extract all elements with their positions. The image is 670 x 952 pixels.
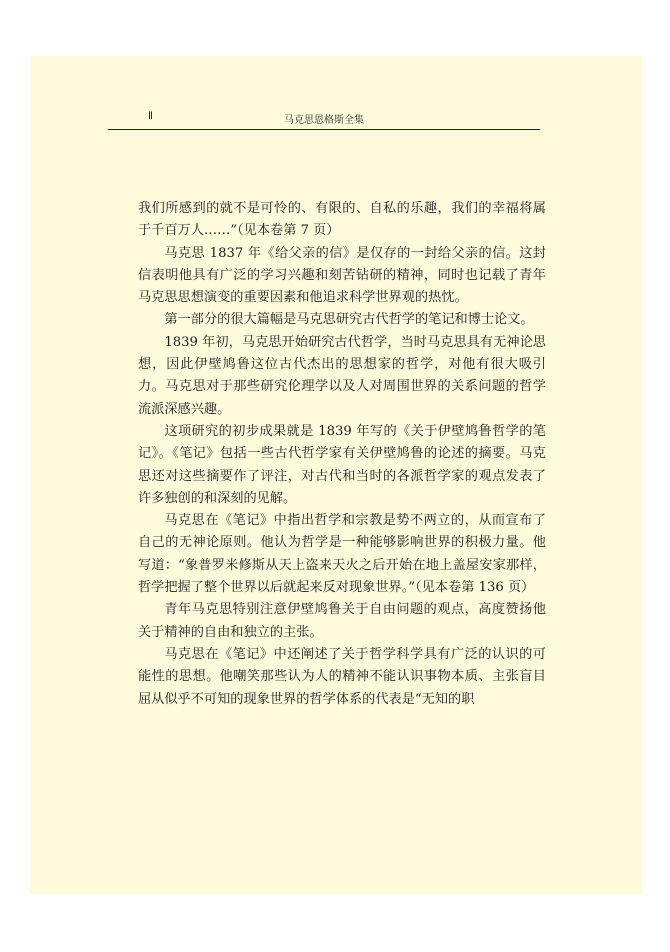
paragraph: 青年马克思特别注意伊壁鸠鲁关于自由问题的观点，高度赞扬他关于精神的自由和独立的主张。 [138, 602, 546, 640]
page-number: Ⅱ [148, 111, 153, 122]
paragraph: 马克思在《笔记》中指出哲学和宗教是势不两立的，从而宣布了自己的无神论原则。他认为哲学是一种能够影响世界的积极力量。他写道：“象普罗米修斯从天上盗来天火之后开始在地上盖屋安家那样，哲学把握了整个世界以后就起来反对现象世界。”（见本卷第 136 页） [138, 513, 546, 596]
body-text [138, 198, 546, 711]
paragraph-continued: 我们所感到的就不是可怜的、有限的、自私的乐趣，我们的幸福将属于千百万人……”（见本卷第 7 页） [138, 201, 546, 239]
paragraph: 这项研究的初步成果就是 1839 年写的《关于伊壁鸠鲁哲学的笔记》。《笔记》包括一些古代哲学家有关伊壁鸠鲁的论述的摘要。马克思还对这些摘要作了评注，对古代和当时的各派哲学家的观点发表了许多独创的和深刻的见解。 [138, 423, 546, 506]
running-title: 马克思恩格斯全集 [284, 115, 364, 126]
running-header [108, 108, 540, 130]
paragraph: 马克思 1837 年《给父亲的信》是仅存的一封给父亲的信。这封信表明他具有广泛的学习兴趣和刻苦钻研的精神，同时也记载了青年马克思思想演变的重要因素和他追求科学世界观的热忱。 [138, 245, 546, 306]
paragraph: 1839 年初，马克思开始研究古代哲学，当时马克思具有无神论思想，因此伊壁鸠鲁这位古代杰出的思想家的哲学，对他有很大吸引力。马克思对于那些研究伦理学以及人对周围世界的关系问题的哲学流派深感兴趣。 [138, 334, 546, 417]
paragraph: 第一部分的很大篇幅是马克思研究古代哲学的笔记和博士论文。 [164, 312, 534, 328]
paragraph: 马克思在《笔记》中还阐述了关于哲学科学具有广泛的认识的可能性的思想。他嘲笑那些认为人的精神不能认识事物本质、主张盲目屈从似乎不可知的现象世界的哲学体系的代表是“无知的职 [138, 646, 546, 707]
